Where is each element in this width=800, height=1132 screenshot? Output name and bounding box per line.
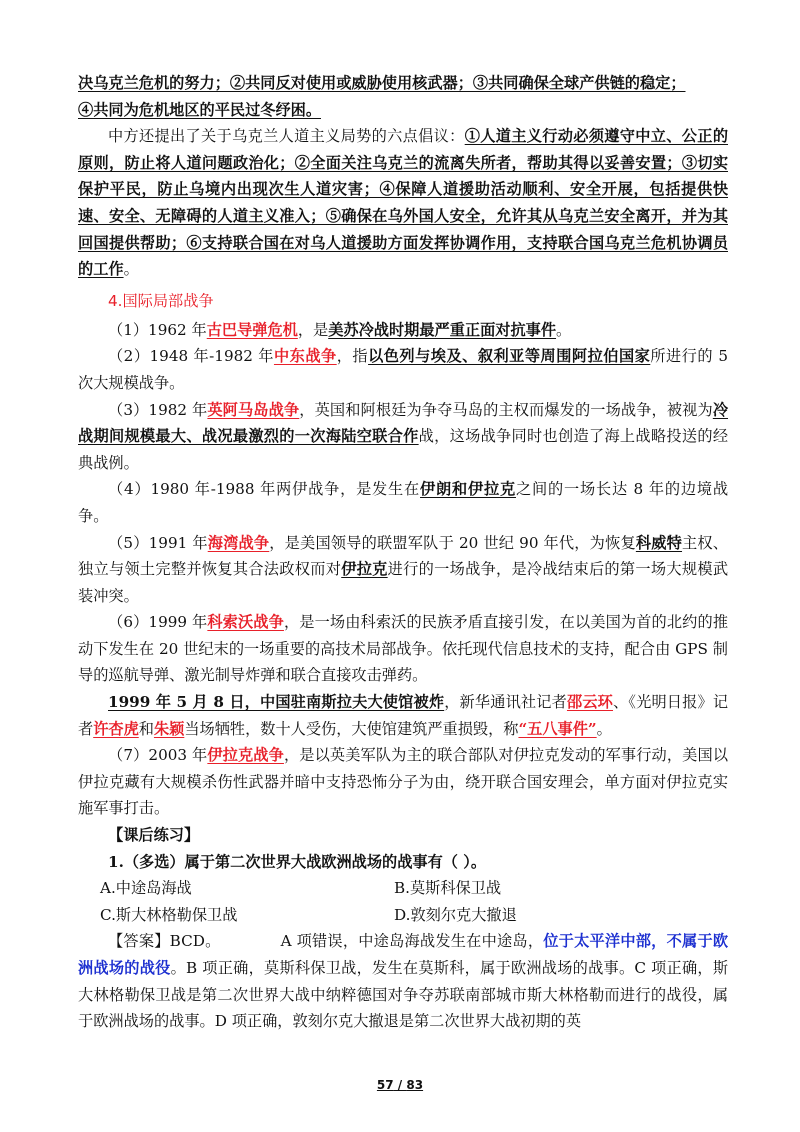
highlight-blue: 位于太平洋中部，不属于欧洲战场的战役 xyxy=(78,932,729,977)
text-underlined-bold: 伊拉克 xyxy=(341,560,388,579)
answer-paragraph xyxy=(78,928,728,1034)
text: 所进行的 5 次大规模战争。 xyxy=(78,347,729,392)
item-3 xyxy=(78,397,728,477)
text: （7）2003 年 xyxy=(108,746,208,765)
highlight-red: 英阿马岛战争 xyxy=(207,400,300,419)
text: 。 xyxy=(596,719,612,738)
item-4 xyxy=(78,476,728,529)
paragraph-cont-top xyxy=(78,70,728,123)
option-b: B.莫斯科保卫战 xyxy=(394,879,502,898)
text-underlined-bold: 以色列与埃及、叙利亚等周围阿拉伯国家 xyxy=(368,347,651,366)
text: 进行的一场战争，是冷战结束后的第一场大规模武装冲突。 xyxy=(78,560,729,605)
text-underlined: ④共同为危机地区的平民过冬纾困。 xyxy=(78,100,321,119)
text-underlined-bold: 伊朗和伊拉克 xyxy=(420,480,516,499)
highlight-red: 伊拉克战争 xyxy=(207,746,284,765)
text: （6）1999 年 xyxy=(108,613,208,632)
text-underlined-bold: ①人道主义行动必须遵守中立、公正的原则，防止将人道问题政治化；②全面关注乌克兰的流离失所者，帮助其得以妥善安置；③切实保护平民，防止乌境内出现次生人道灾害；④保障人道援助活动顺利、安全开展，包括提供快速、安全、无障碍的人道主义准入；⑤确保在乌外国人安全，允许其从乌克兰安全离开，并为其回国提供帮助；⑥支持联合国在对乌人道援助方面发挥协调作用，支持联合国乌克兰危机协调员的工作 xyxy=(78,127,729,279)
text: 之间的一场长达 8 年的边境战争。 xyxy=(78,480,729,525)
text: 主权、独立与领土完整并恢复其合法政权而对 xyxy=(78,533,728,579)
item-5 xyxy=(78,530,728,610)
page-current: 57 xyxy=(376,1078,394,1092)
text-underlined-bold: 科威特 xyxy=(635,533,683,552)
text-underlined: 决乌克兰危机的努力；②共同反对使用或威胁使用核武器；③共同确保全球产供链的稳定； xyxy=(78,74,686,92)
text: ，是一场由科索沃的民族矛盾直接引发，在以美国为首的北约的推动下发生在 20 世纪末的一场重要的高技术局部战争。依托现代信息技术的支持，配合由 GPS 制导的巡航导弹、激光制导炸弹和联合直接攻击弹药。 xyxy=(78,613,729,685)
item-6 xyxy=(78,609,728,689)
text-underlined-bold: 美苏冷战时期最严重正面对抗事件 xyxy=(328,320,557,339)
text: 当场牺牲，数十人受伤，大使馆建筑严重损毁，称 xyxy=(184,719,519,738)
highlight-red: 古巴导弹危机 xyxy=(206,320,298,339)
text-underlined-bold: 冷战期间规模最大、战况最激烈的一次海陆空联合作 xyxy=(78,400,729,446)
paragraph-six-points xyxy=(78,123,728,283)
highlight-red: 科索沃战争 xyxy=(207,613,284,632)
text: （3）1982 年 xyxy=(108,400,208,419)
text: （2）1948 年-1982 年 xyxy=(108,347,274,366)
highlight-red: 邵云环 xyxy=(566,693,614,712)
document-page xyxy=(78,70,728,1035)
item-1 xyxy=(78,317,728,344)
text: ，是美国领导的联盟军队于 20 世纪 90 年代，为恢复 xyxy=(269,533,636,552)
text-underlined-bold: 1999 年 5 月 8 日，中国驻南斯拉夫大使馆被炸 xyxy=(108,693,445,712)
page-number xyxy=(0,1078,800,1092)
text: A 项错误，中途岛海战发生在中途岛， xyxy=(280,932,544,951)
highlight-red: 中东战争 xyxy=(273,347,337,366)
option-a: A.中途岛海战 xyxy=(100,879,192,898)
item-2 xyxy=(78,343,728,396)
highlight-red: 朱颖 xyxy=(153,719,185,738)
page-total: 83 xyxy=(406,1078,424,1092)
text: ，是 xyxy=(297,320,329,339)
exercise-header: 【课后练习】 xyxy=(108,826,200,845)
text: 战，这场战争同时也创造了海上战略投送的经典战例。 xyxy=(78,427,729,472)
text: 。 xyxy=(123,260,139,279)
text: 中方还提出了关于乌克兰人道主义局势的六点倡议： xyxy=(108,127,465,146)
section-title: 4.国际局部战争 xyxy=(108,291,214,310)
text: ，指 xyxy=(336,347,369,366)
highlight-red: 许杏虎 xyxy=(93,719,139,738)
answer-label: 【答案】BCD。 xyxy=(108,932,221,951)
highlight-red: 海湾战争 xyxy=(207,533,270,552)
text: 。B 项正确，莫斯科保卫战，发生在莫斯科，属于欧洲战场的战事。C 项正确，斯大林格勒保卫战是第二次世界大战中纳粹德国对争夺苏联南部城市斯大林格勒而进行的战役，属于欧洲战场的战事。D 项正确，敦刻尔克大撤退是第二次世界大战初期的英 xyxy=(78,959,729,1031)
text: （4）1980 年-1988 年两伊战争，是发生在 xyxy=(108,480,421,499)
text: ，英国和阿根廷为争夺马岛的主权而爆发的一场战争，被视为 xyxy=(299,400,713,419)
item-7 xyxy=(78,742,728,822)
page-separator: / xyxy=(393,1078,407,1092)
highlight-red: “五八事件” xyxy=(518,719,597,738)
option-d: D.敦刻尔克大撤退 xyxy=(394,905,517,924)
text: 、《光明日报》记者 xyxy=(78,693,729,738)
text: 和 xyxy=(138,719,154,738)
text: （1）1962 年 xyxy=(108,320,207,339)
text: ，新华通讯社记者 xyxy=(444,693,567,712)
text: ，是以英美军队为主的联合部队对伊拉克发动的军事行动，美国以伊拉克藏有大规模杀伤性武器并暗中支持恐怖分子为由，绕开联合国安理会，单方面对伊拉克实施军事打击。 xyxy=(78,746,729,818)
question-1: 1.（多选）属于第二次世界大战欧洲战场的战事有（ ）。 xyxy=(108,852,487,871)
options-row xyxy=(78,875,728,902)
embassy-bombing-paragraph xyxy=(78,689,728,742)
text: 。 xyxy=(556,320,572,339)
text: （5）1991 年 xyxy=(108,533,208,552)
options-row xyxy=(78,902,728,929)
option-c: C.斯大林格勒保卫战 xyxy=(100,905,238,924)
